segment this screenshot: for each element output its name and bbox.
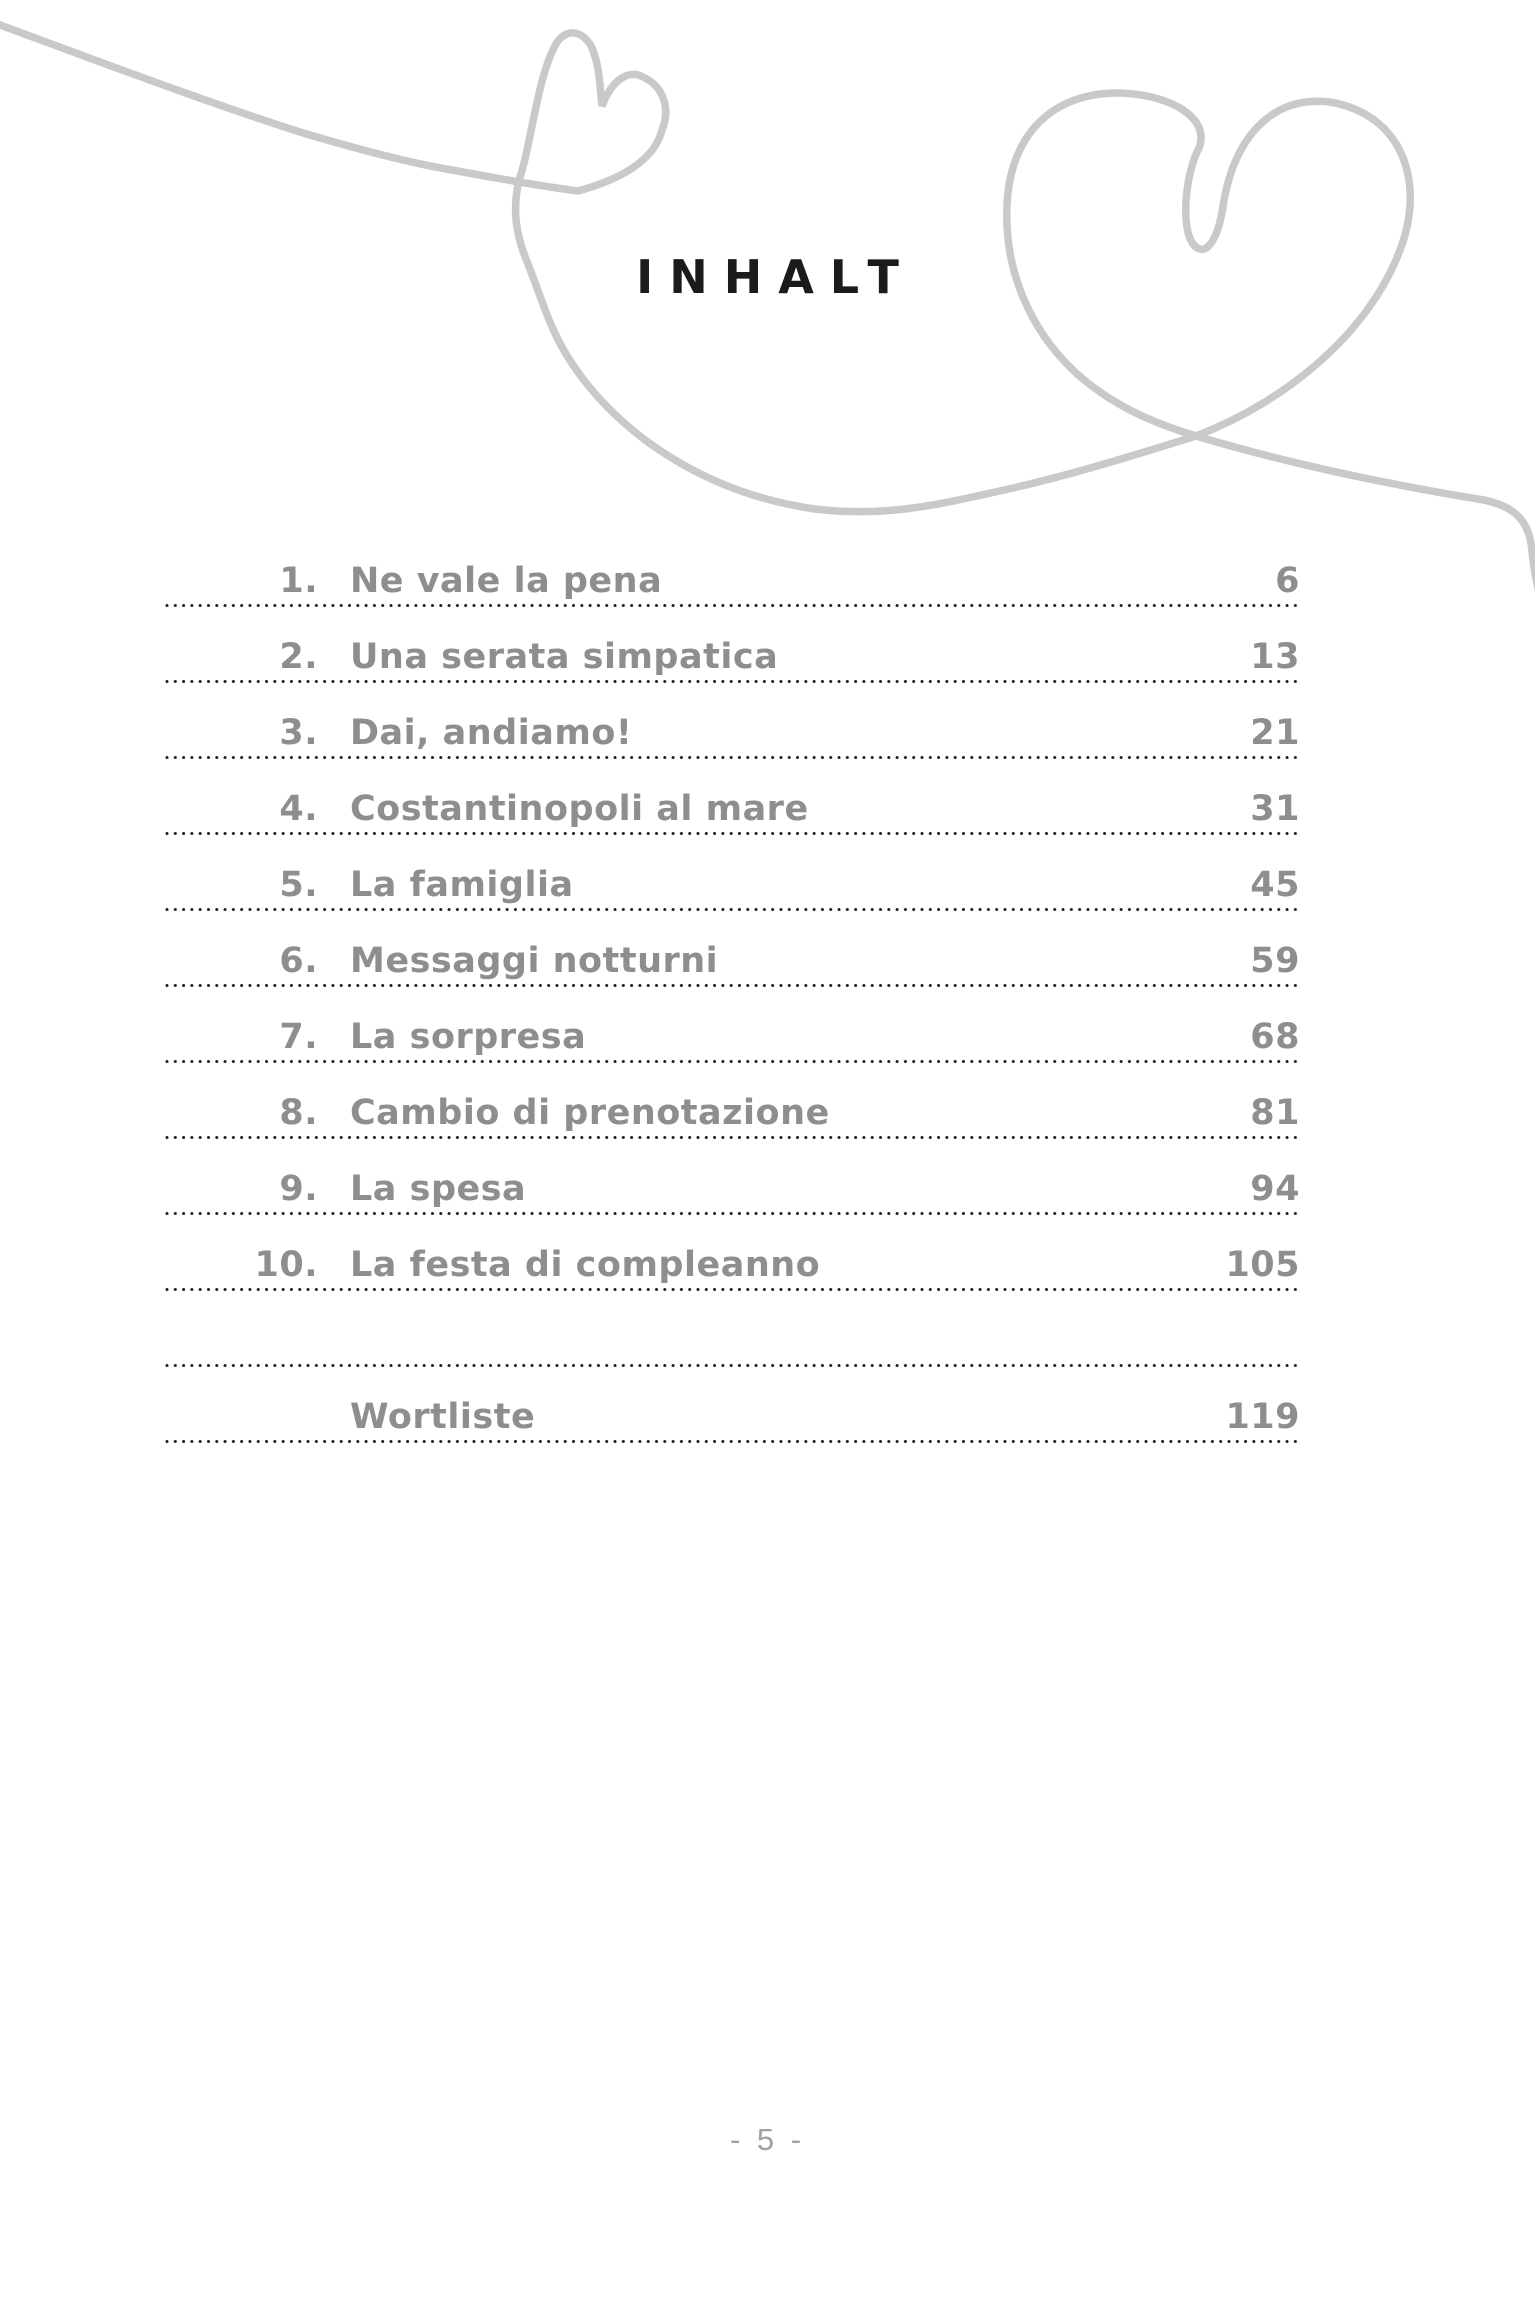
table-of-contents	[0, 539, 1535, 1451]
toc-entry-number: 10.	[254, 1245, 318, 1285]
toc-row	[0, 919, 1535, 995]
dotted-leader-line	[165, 907, 1300, 912]
toc-entry-page: 81	[1250, 1093, 1300, 1133]
toc-row	[0, 1071, 1535, 1147]
toc-entry-number: 3.	[279, 713, 318, 753]
toc-entry-page: 94	[1250, 1169, 1300, 1209]
toc-entry-page: 45	[1250, 865, 1300, 905]
toc-entry-number: 7.	[279, 1017, 318, 1057]
toc-entry-title: La spesa	[350, 1169, 527, 1209]
dotted-leader-line	[165, 755, 1300, 760]
toc-entry-title: La sorpresa	[350, 1017, 587, 1057]
toc-entry-number: 1.	[279, 561, 318, 601]
toc-entry-title: Messaggi notturni	[350, 941, 719, 981]
toc-entry-page: 31	[1250, 789, 1300, 829]
toc-row	[0, 539, 1535, 615]
dotted-leader-line	[165, 1287, 1300, 1292]
toc-entry-number: 9.	[279, 1169, 318, 1209]
toc-entry-page: 6	[1275, 561, 1300, 601]
toc-row	[0, 767, 1535, 843]
dotted-leader-line	[165, 1211, 1300, 1216]
toc-entry-title: Ne vale la pena	[350, 561, 663, 601]
toc-entry-number: 8.	[279, 1093, 318, 1133]
toc-entry-title: La festa di compleanno	[350, 1245, 821, 1285]
page-title: INHALT	[636, 250, 915, 304]
dotted-leader-line	[165, 1059, 1300, 1064]
toc-row	[0, 615, 1535, 691]
toc-row	[0, 843, 1535, 919]
toc-row	[0, 995, 1535, 1071]
toc-entry-title: Cambio di prenotazione	[350, 1093, 830, 1133]
toc-row	[0, 691, 1535, 767]
dotted-leader-line	[165, 1439, 1300, 1444]
dotted-leader-line	[165, 1135, 1300, 1140]
dotted-leader-line	[165, 983, 1300, 988]
toc-entry-page: 119	[1225, 1397, 1300, 1437]
page-number-label: - 5 -	[729, 2122, 806, 2157]
toc-entry-title: Dai, andiamo!	[350, 713, 633, 753]
toc-entry-page: 21	[1250, 713, 1300, 753]
toc-entry-page: 13	[1250, 637, 1300, 677]
toc-entry-title: Una serata simpatica	[350, 637, 779, 677]
toc-entry-page: 105	[1225, 1245, 1300, 1285]
toc-entry-title: Wortliste	[350, 1397, 536, 1437]
toc-entry-page: 59	[1250, 941, 1300, 981]
toc-entry-number: 2.	[279, 637, 318, 677]
toc-entry-number: 6.	[279, 941, 318, 981]
dotted-leader-line	[165, 831, 1300, 836]
toc-entry-number: 5.	[279, 865, 318, 905]
toc-entry-title: Costantinopoli al mare	[350, 789, 809, 829]
toc-spacer-row	[0, 1299, 1535, 1375]
toc-row	[0, 1375, 1535, 1451]
toc-row	[0, 1223, 1535, 1299]
toc-entry-title: La famiglia	[350, 865, 574, 905]
dotted-leader-line	[165, 603, 1300, 608]
toc-row	[0, 1147, 1535, 1223]
toc-entry-number: 4.	[279, 789, 318, 829]
dotted-leader-line	[165, 679, 1300, 684]
dotted-leader-line	[165, 1363, 1300, 1368]
toc-entry-page: 68	[1250, 1017, 1300, 1057]
